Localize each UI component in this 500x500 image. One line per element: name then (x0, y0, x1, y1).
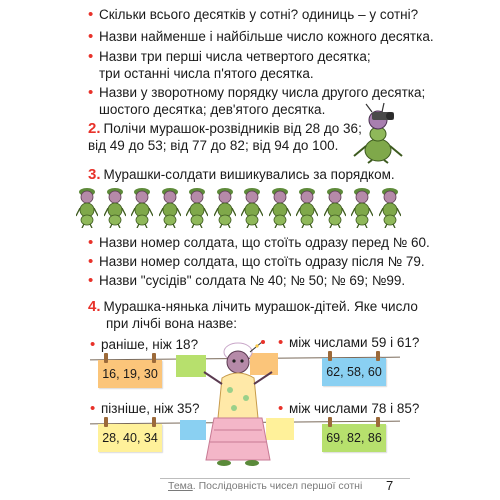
bullet-text: Назви найменше і найбільше число кожного десятка. (99, 29, 434, 44)
soldier-ant (186, 186, 208, 228)
footer-rule (160, 478, 410, 479)
clothes-peg (376, 417, 380, 427)
bullet-dot: • (88, 48, 94, 65)
task-text: Полічи мурашок-розвідників від 28 до 36; (103, 121, 362, 136)
soldier-ant (324, 186, 346, 228)
bullet-dot: • (88, 84, 94, 101)
bullet-text: Скільки всього десятків у сотні? одиниць – у сотні? (99, 7, 419, 22)
soldier-ant (241, 186, 263, 228)
page-number: 7 (386, 478, 394, 493)
question-before-18 (90, 336, 198, 353)
task-number: 2. (88, 120, 101, 137)
card-numbers: 28, 40, 34 (102, 431, 158, 445)
bullet-text: шостого десятка; дев'ятого десятка. (99, 102, 326, 117)
bullet-fourth-fifth-tens (88, 48, 371, 82)
soldier-ant (214, 186, 236, 228)
bullet-dot: • (88, 6, 94, 23)
soldier-ant (296, 186, 318, 228)
task-text: при лічбі вона назве: (106, 316, 238, 331)
bullet-text: Назви номер солдата, що стоїть одразу після № 79. (99, 254, 425, 269)
answer-card-3 (98, 424, 162, 452)
question-text: між числами 78 і 85? (289, 401, 420, 416)
answer-card-4 (322, 424, 386, 452)
question-between-59-61 (278, 334, 419, 351)
bullet-dot: • (88, 234, 94, 251)
task-text: Мурашка-нянька лічить мурашок-дітей. Яке число (103, 299, 418, 314)
question-text: пізніше, ніж 35? (101, 401, 200, 416)
bullet-dot: • (88, 272, 94, 289)
bullet-text: Назви три перші числа четвертого десятка; (99, 49, 371, 64)
clothes-peg (152, 417, 156, 427)
card-numbers: 16, 19, 30 (102, 367, 158, 381)
bullet-dot: • (90, 336, 96, 353)
task-3 (88, 166, 395, 183)
footer-topic-text: . Послідовність чисел першої сотні (192, 480, 363, 492)
card-numbers: 69, 82, 86 (326, 431, 382, 445)
task-2 (88, 120, 362, 154)
footer-topic-label: Тема (168, 480, 193, 492)
answer-card-2 (322, 358, 386, 386)
bullet-text: Назви у зворотному порядку числа другого десятка; (99, 85, 426, 100)
clothes-peg (376, 351, 380, 361)
clothes-peg (104, 353, 108, 363)
soldier-ant (159, 186, 181, 228)
task-number: 3. (88, 166, 101, 183)
soldier-ant (351, 186, 373, 228)
bullet-neighbors (88, 272, 405, 289)
clothes-peg (328, 417, 332, 427)
soldier-ants-row (76, 186, 408, 230)
bullet-min-max (88, 28, 434, 45)
soldier-ant (269, 186, 291, 228)
bullet-before-60 (88, 234, 430, 251)
soldier-ant (76, 186, 98, 228)
question-between-78-85 (278, 400, 419, 417)
bullet-tens-in-hundred (88, 6, 418, 23)
question-text: між числами 59 і 61? (289, 335, 420, 350)
soldier-ant (131, 186, 153, 228)
answer-card-1 (98, 360, 162, 388)
question-after-35 (90, 400, 200, 417)
task-text: від 49 до 53; від 77 до 82; від 94 до 100. (88, 138, 339, 153)
bullet-text: Назви номер солдата, що стоїть одразу перед № 60. (99, 235, 430, 250)
clothes-peg (152, 353, 156, 363)
bullet-dot: • (278, 400, 284, 417)
bullet-dot: • (88, 28, 94, 45)
soldier-ant (379, 186, 401, 228)
footer-topic (168, 480, 362, 492)
bullet-dot: • (278, 334, 284, 351)
bullet-after-79 (88, 253, 425, 270)
task-number: 4. (88, 298, 101, 315)
soldier-ant (104, 186, 126, 228)
clothes-peg (104, 417, 108, 427)
bullet-dot: • (88, 253, 94, 270)
bullet-text: три останні числа п'ятого десятка. (99, 66, 314, 81)
card-numbers: 62, 58, 60 (326, 365, 382, 379)
clothes-peg (328, 351, 332, 361)
question-text: раніше, ніж 18? (101, 337, 199, 352)
task-text: Мурашки-солдати вишикувались за порядком. (103, 167, 395, 182)
nanny-ant-illustration (200, 338, 276, 468)
task-4 (88, 298, 418, 332)
bullet-text: Назви "сусідів" солдата № 40; № 50; № 69; №99. (99, 273, 406, 288)
bullet-dot: • (90, 400, 96, 417)
scout-ant-illustration (348, 102, 408, 164)
